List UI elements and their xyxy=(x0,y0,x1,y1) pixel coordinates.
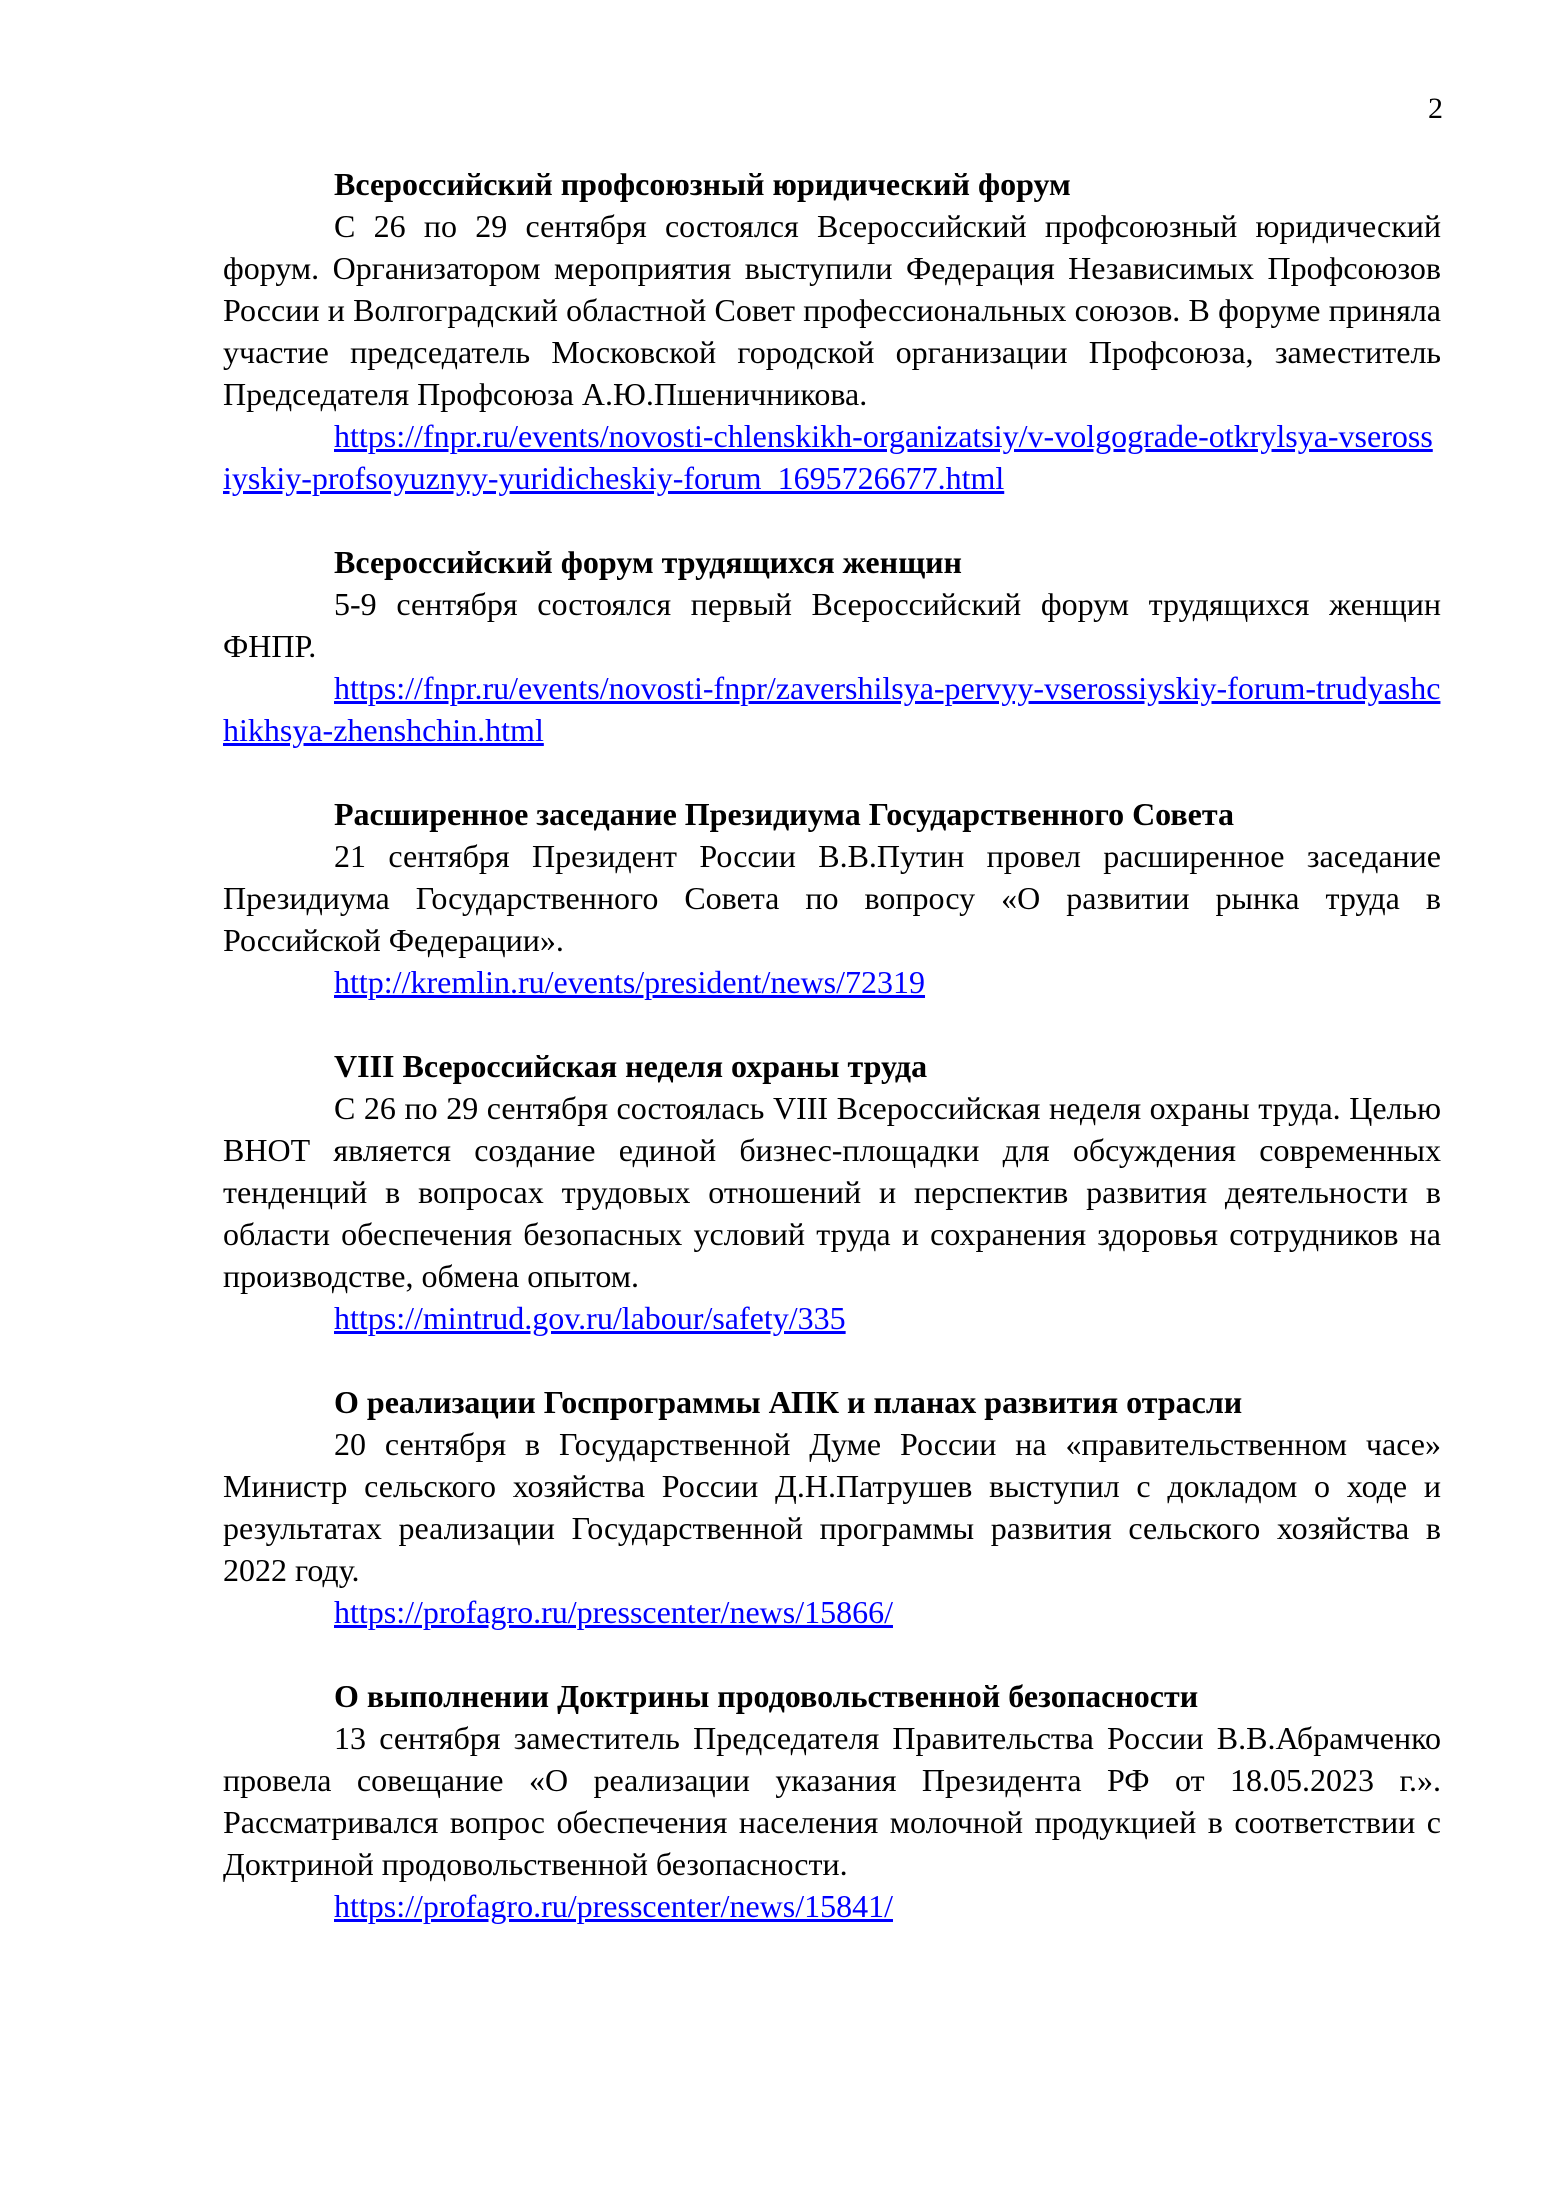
news-section xyxy=(223,1045,1441,1339)
section-text: С 26 по 29 сентября состоялась VIII Всероссийская неделя охраны труда. Целью ВНОТ является создание единой бизнес-площадки для обсуждения современных тенденций в вопросах трудовых отношений и перспектив развития деятельности в области обеспечения безопасных условий труда и сохранения здоровья сотрудников на производстве, обмена опытом. xyxy=(223,1090,1441,1294)
section-link[interactable]: https://profagro.ru/presscenter/news/15866/ xyxy=(334,1594,893,1630)
section-link[interactable]: https://mintrud.gov.ru/labour/safety/335 xyxy=(334,1300,846,1336)
section-heading: О выполнении Доктрины продовольственной безопасности xyxy=(334,1678,1199,1714)
section-heading: Всероссийский профсоюзный юридический форум xyxy=(334,166,1071,202)
section-text: 20 сентября в Государственной Думе России на «правительственном часе» Министр сельского хозяйства России Д.Н.Патрушев выступил с докладом о ходе и результатах реализации Государственной программы развития сельского хозяйства в 2022 году. xyxy=(223,1426,1441,1588)
section-heading: VIII Всероссийская неделя охраны труда xyxy=(334,1048,928,1084)
news-section xyxy=(223,793,1441,1003)
section-text: 21 сентября Президент России В.В.Путин провел расширенное заседание Президиума Государственного Совета по вопросу «О развитии рынка труда в Российской Федерации». xyxy=(223,838,1441,958)
section-heading: О реализации Госпрограммы АПК и планах развития отрасли xyxy=(334,1384,1243,1420)
section-heading: Расширенное заседание Президиума Государственного Совета xyxy=(334,796,1234,832)
section-link[interactable]: http://kremlin.ru/events/president/news/72319 xyxy=(334,964,926,1000)
news-section xyxy=(223,541,1441,751)
news-section xyxy=(223,163,1441,499)
section-link[interactable]: https://profagro.ru/presscenter/news/15841/ xyxy=(334,1888,893,1924)
section-link[interactable]: https://fnpr.ru/events/novosti-chlenskikh-organizatsiy/v-volgograde-otkrylsya-vserossiyskiy-profsoyuznyy-yuridicheskiy-forum_1695726677.html xyxy=(223,418,1433,496)
document-content xyxy=(223,163,1441,1969)
news-section xyxy=(223,1675,1441,1927)
section-text: С 26 по 29 сентября состоялся Всероссийский профсоюзный юридический форум. Организатором мероприятия выступили Федерация Независимых Профсоюзов России и Волгоградский областной Совет профессиональных союзов. В форуме приняла участие председатель Московской городской организации Профсоюза, заместитель Председателя Профсоюза А.Ю.Пшеничникова. xyxy=(223,208,1441,412)
section-text: 5-9 сентября состоялся первый Всероссийский форум трудящихся женщин ФНПР. xyxy=(223,586,1441,664)
news-section xyxy=(223,1381,1441,1633)
section-link[interactable]: https://fnpr.ru/events/novosti-fnpr/zavershilsya-pervyy-vserossiyskiy-forum-trudyashchikhsya-zhenshchin.html xyxy=(223,670,1441,748)
page-number: 2 xyxy=(1428,92,1443,125)
section-heading: Всероссийский форум трудящихся женщин xyxy=(334,544,962,580)
section-text: 13 сентября заместитель Председателя Правительства России В.В.Абрамченко провела совещание «О реализации указания Президента РФ от 18.05.2023 г.». Рассматривался вопрос обеспечения населения молочной продукцией в соответствии с Доктриной продовольственной безопасности. xyxy=(223,1720,1441,1882)
